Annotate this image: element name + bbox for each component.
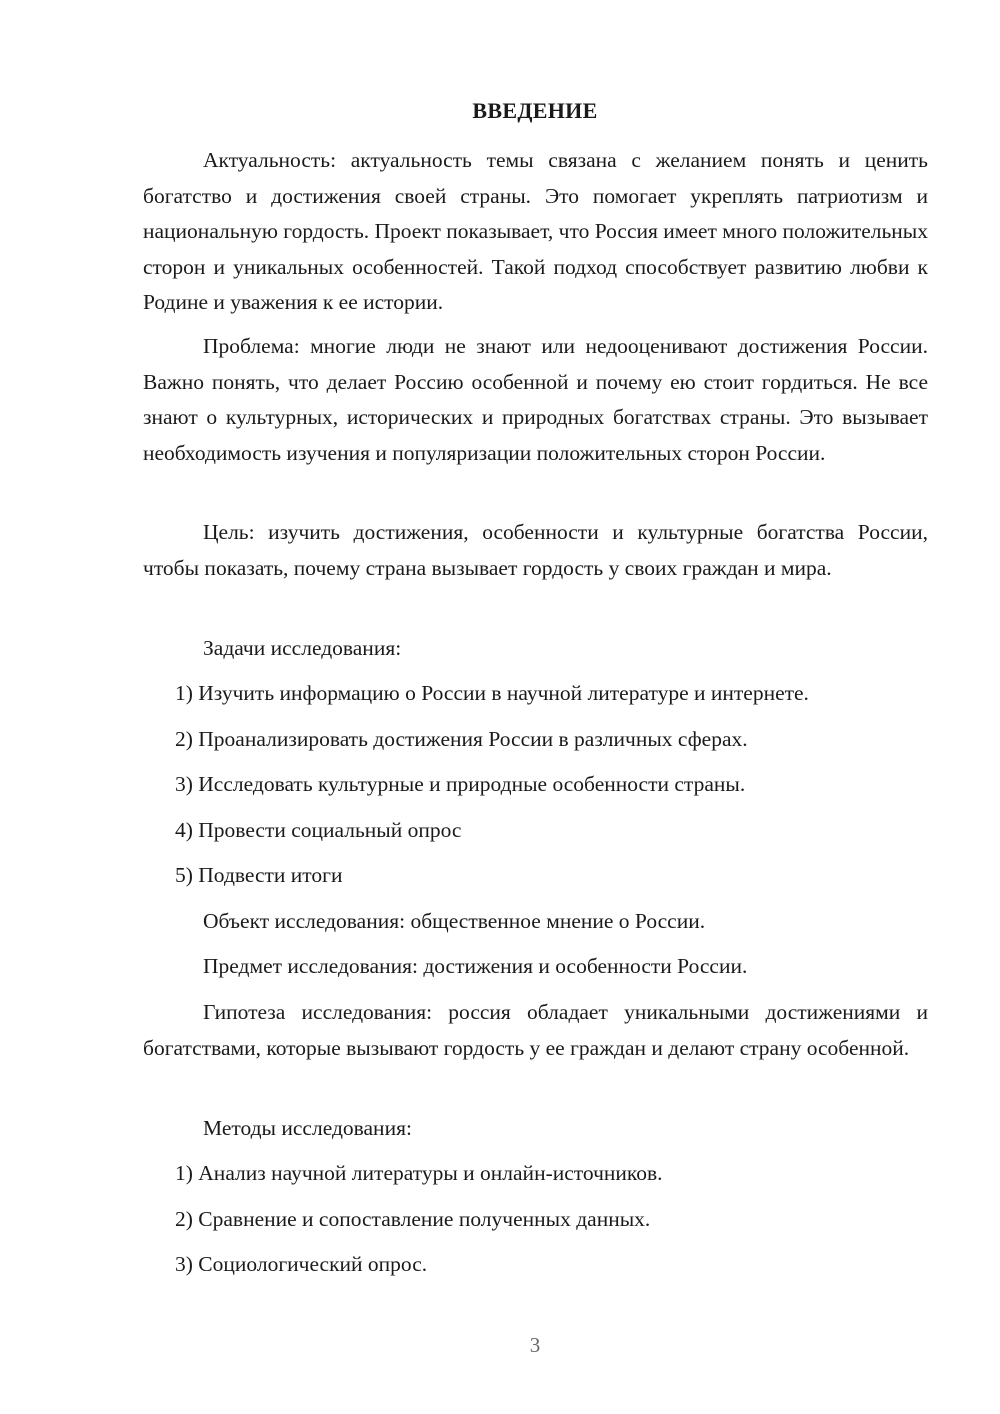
methods-heading: Методы исследования: — [203, 1116, 412, 1140]
task-item: 5) Подвести итоги — [175, 863, 343, 887]
goal-paragraph: Цель: изучить достижения, особенности и культурные богатства России, чтобы показать, почему страна вызывает гордость у своих граждан и мира. — [143, 520, 928, 580]
page-number: 3 — [529, 1333, 541, 1357]
method-item: 1) Анализ научной литературы и онлайн-источников. — [175, 1161, 663, 1185]
relevance-paragraph: Актуальность: актуальность темы связана с желанием понять и ценить богатство и достижения своей страны. Это помогает укреплять патриотизм и национальную гордость. Проект показывает, что Россия имеет много положительных сторон и уникальных особенностей. Такой подход способствует развитию любви к Родине и уважения к ее истории. — [143, 148, 928, 314]
subject-line: Предмет исследования: достижения и особенности России. — [203, 954, 748, 978]
object-line: Объект исследования: общественное мнение о России. — [203, 909, 706, 933]
task-item: 2) Проанализировать достижения России в различных сферах. — [175, 727, 748, 751]
hypothesis-paragraph: Гипотеза исследования: россия обладает уникальными достижениями и богатствами, которые вызывают гордость у ее граждан и делают страну особенной. — [143, 1000, 928, 1060]
tasks-heading: Задачи исследования: — [203, 636, 402, 660]
method-item: 3) Социологический опрос. — [175, 1252, 428, 1276]
problem-paragraph: Проблема: многие люди не знают или недооценивают достижения России. Важно понять, что делает Россию особенной и почему ею стоит гордиться. Не все знают о культурных, исторических и природных богатствах страны. Это вызывает необходимость изучения и популяризации положительных сторон России. — [143, 334, 928, 465]
task-item: 1) Изучить информацию о России в научной литературе и интернете. — [175, 681, 809, 705]
section-title: ВВЕДЕНИЕ — [472, 98, 598, 123]
task-item: 4) Провести социальный опрос — [175, 818, 462, 842]
method-item: 2) Сравнение и сопоставление полученных данных. — [175, 1207, 651, 1231]
task-item: 3) Исследовать культурные и природные особенности страны. — [175, 772, 746, 796]
